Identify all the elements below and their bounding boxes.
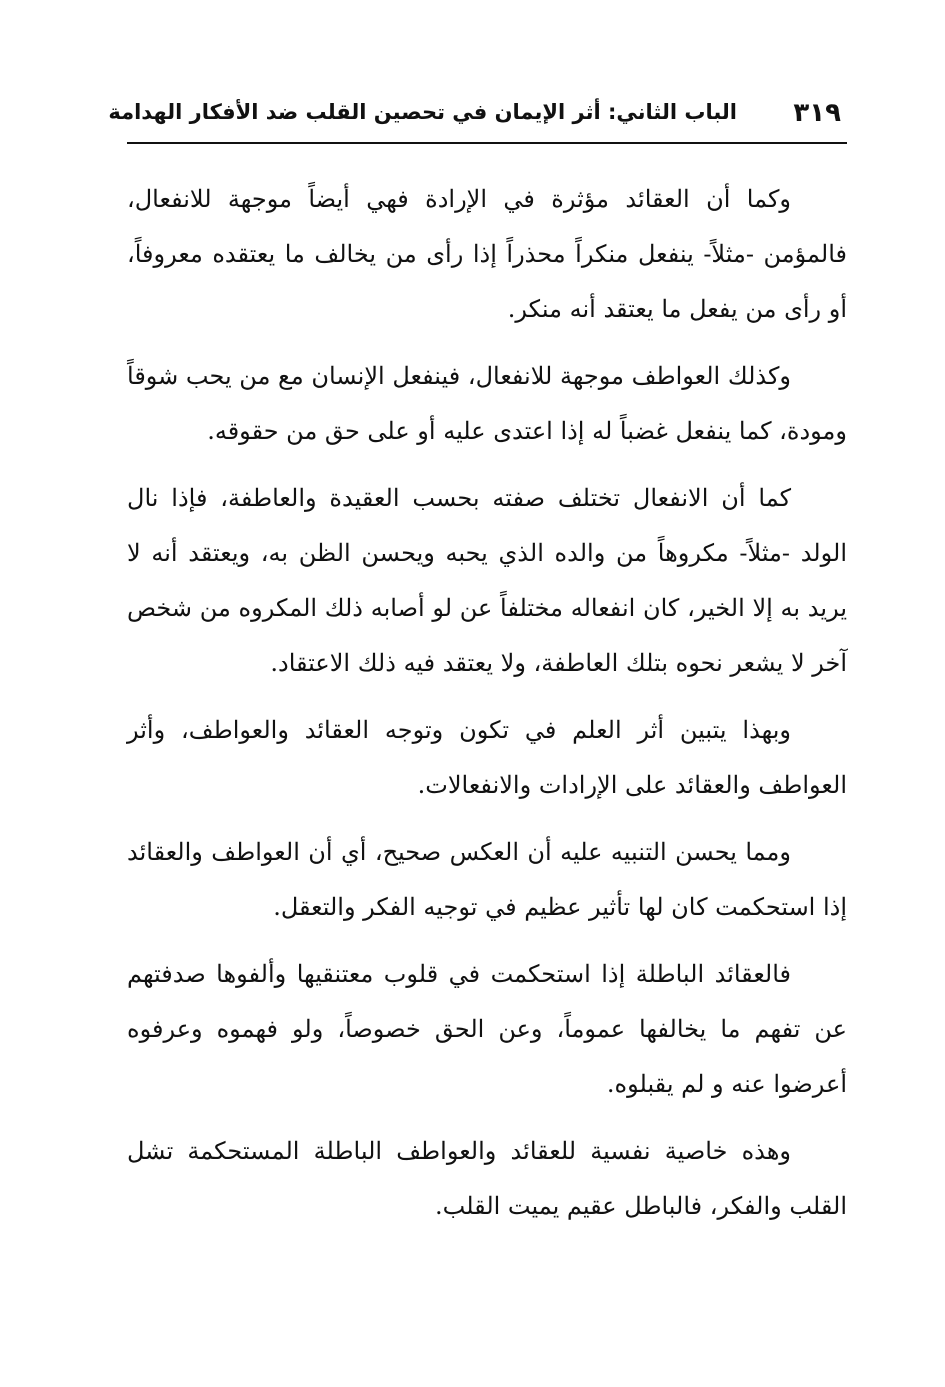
running-title: الباب الثاني: أثر الإيمان في تحصين القلب ضد الأفكار الهدامة	[108, 100, 737, 124]
page-number: ٣١٩	[793, 98, 841, 128]
paragraph: ومما يحسن التنبيه عليه أن العكس صحيح، أي أن العواطف والعقائد إذا استحكمت كان لها تأثير عظيم في توجيه الفكر والتعقل.	[127, 838, 847, 921]
paragraph: كما أن الانفعال تختلف صفته بحسب العقيدة والعاطفة، فإذا نال الولد -مثلاً- مكروهاً من والده الذي يحبه ويحسن الظن به، ويعتقد أنه لا يريد به إلا الخير، كان انفعاله مختلفاً عن لو أصابه ذلك المكروه من شخص آخر لا يشعر نحوه بتلك العاطفة، ولا يعتقد فيه ذلك الاعتقاد.	[127, 484, 848, 677]
paragraph: وبهذا يتبين أثر العلم في تكون وتوجه العقائد والعواطف، وأثر العواطف والعقائد على الإرادات والانفعالات.	[127, 716, 847, 799]
page-header	[108, 92, 847, 144]
paragraph: وكما أن العقائد مؤثرة في الإرادة فهي أيضاً موجهة للانفعال، فالمؤمن -مثلاً- ينفعل منكراً محذراً إذا رأى من يخالف ما يعتقده معروفاً، أو رأى من يفعل ما يعتقد أنه منكر.	[127, 185, 847, 323]
paragraph: فالعقائد الباطلة إذا استحكمت في قلوب معتنقيها وألفوها صدفتهم عن تفهم ما يخالفها عموماً، وعن الحق خصوصاً، ولو فهموه وعرفوه أعرضوا عنه و لم يقبلوه.	[127, 960, 847, 1098]
body-text	[127, 172, 847, 1246]
paragraph: وهذه خاصية نفسية للعقائد والعواطف الباطلة المستحكمة تشل القلب والفكر، فالباطل عقيم يميت القلب.	[127, 1137, 847, 1220]
paragraph: وكذلك العواطف موجهة للانفعال، فينفعل الإنسان مع من يحب شوقاً ومودة، كما ينفعل غضباً له إذا اعتدى عليه أو على حق من حقوقه.	[127, 362, 847, 445]
